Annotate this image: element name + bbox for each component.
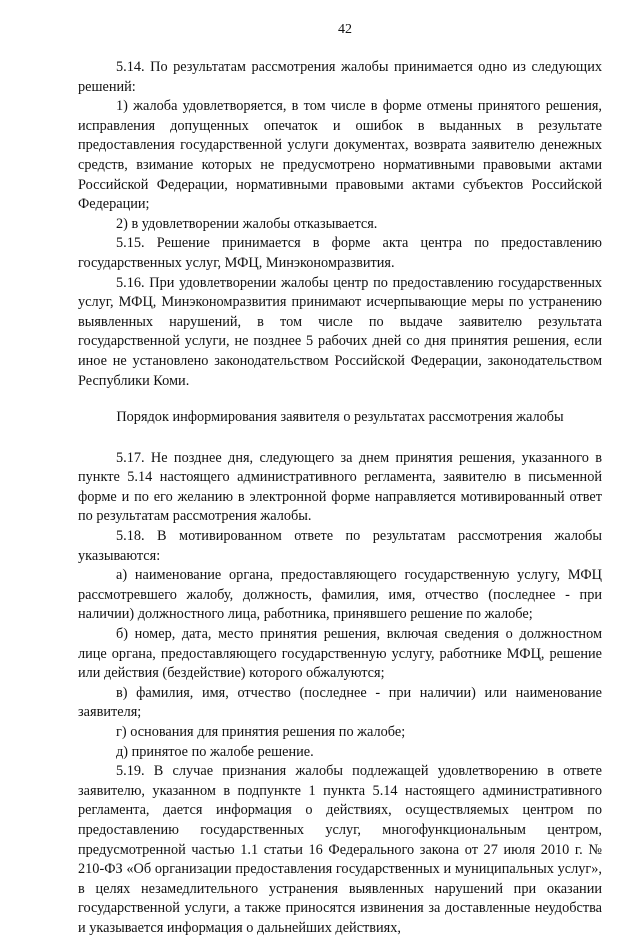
- page-number: 42: [338, 22, 352, 37]
- paragraph-5-19: 5.19. В случае признания жалобы подлежащей удовлетворению в ответе заявителю, указанном в подпункте 1 пункта 5.14 настоящего административного регламента, дается информация о действиях, осуществляемых центром по предоставлению государственных услуг, многофункциональным центром, предусмотренной частью 1.1 статьи 16 Федерального закона от 27 июля 2010 г. № 210-ФЗ «Об организации предоставления государственных и муниципальных услуг», в целях незамедлительного устранения выявленных нарушений при оказании государственной услуги, а также приносятся извинения за доставленные неудобства и указывается информация о дальнейших действиях,: [78, 763, 602, 936]
- paragraph-5-18-item-b: б) номер, дата, место принятия решения, включая сведения о должностном лице органа, предоставляющего государственную услугу, работнике МФЦ, решение или действия (бездействие) которого обжалуются;: [78, 626, 602, 682]
- paragraph-5-15: 5.15. Решение принимается в форме акта центра по предоставлению государственных услуг, МФЦ, Минэкономразвития.: [78, 235, 602, 271]
- paragraph-5-16: 5.16. При удовлетворении жалобы центр по предоставлению государственных услуг, МФЦ, Минэкономразвития принимают исчерпывающие меры по устранению выявленных нарушений, в том числе по выдаче заявителю результата государственной услуги, не позднее 5 рабочих дней со дня принятия решения, если иное не установлено законодательством Российской Федерации, законодательством Республики Коми.: [78, 274, 602, 389]
- paragraph-5-18-item-a: а) наименование органа, предоставляющего государственную услугу, МФЦ рассмотревшего жалобу, должность, фамилия, имя, отчество (последнее - при наличии) должностного лица, работника, принявшего решение по жалобе;: [78, 567, 602, 623]
- paragraph-5-14-item-2: 2) в удовлетворении жалобы отказывается.: [116, 215, 378, 232]
- paragraph-5-18: 5.18. В мотивированном ответе по результатам рассмотрения жалобы указываются:: [78, 528, 602, 564]
- paragraph-5-18-item-v: в) фамилия, имя, отчество (последнее - при наличии) или наименование заявителя;: [78, 684, 602, 721]
- paragraph-5-17: 5.17. Не позднее дня, следующего за днем принятия решения, указанного в пункте 5.14 настоящего административного регламента, заявителю в письменной форме и по его желанию в электронной форме направляется мотивированный ответ по результатам рассмотрения жалобы.: [78, 449, 602, 525]
- paragraph-5-18-item-d: д) принятое по жалобе решение.: [116, 743, 314, 760]
- paragraph-5-18-item-g: г) основания для принятия решения по жалобе;: [116, 724, 406, 740]
- paragraph-5-14-item-1: 1) жалоба удовлетворяется, в том числе в форме отмены принятого решения, исправления допущенных опечаток и ошибок в выданных в результате предоставления государственной услуги документах, возврата заявителю денежных средств, взимание которых не предусмотрено нормативными правовыми актами Российской Федерации, нормативными правовыми актами субъектов Российской Федерации;: [78, 98, 602, 213]
- section-title: Порядок информирования заявителя о результатах рассмотрения жалобы: [116, 409, 564, 426]
- paragraph-5-14: 5.14. По результатам рассмотрения жалобы принимается одно из следующих решений:: [78, 59, 602, 95]
